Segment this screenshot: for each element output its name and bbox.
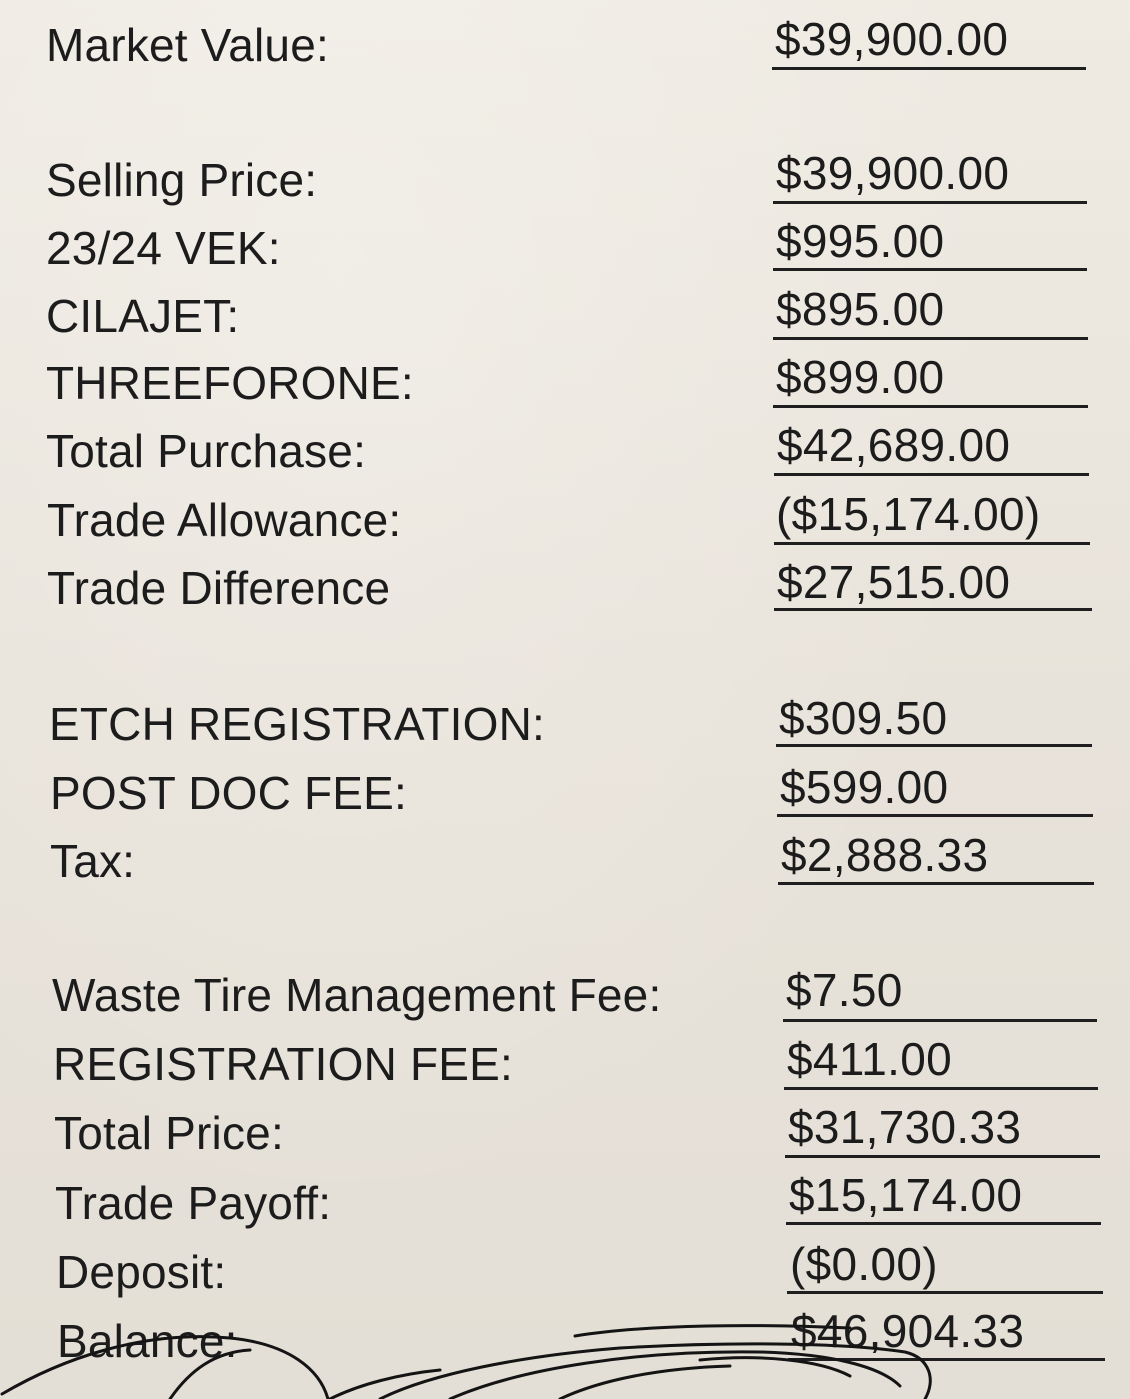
balance-amount: $46,904.33	[791, 1305, 1025, 1357]
selling-price-label: Selling Price:	[46, 154, 318, 206]
cilajet-rule	[773, 337, 1088, 340]
vek-rule	[773, 268, 1087, 271]
deposit-label: Deposit:	[56, 1246, 227, 1298]
balance-rule	[788, 1358, 1105, 1361]
trade-allowance-label: Trade Allowance:	[47, 494, 402, 546]
registration-fee-amount: $411.00	[787, 1033, 952, 1085]
trade-payoff-amount: $15,174.00	[789, 1169, 1023, 1221]
post-doc-fee-label: POST DOC FEE:	[50, 767, 408, 819]
registration-fee-rule	[784, 1087, 1098, 1090]
etch-registration-rule	[776, 744, 1092, 747]
vek-amount: $995.00	[776, 215, 945, 267]
threeforone-label: THREEFORONE:	[46, 357, 414, 409]
selling-price-rule	[773, 201, 1087, 204]
market-value-rule	[772, 67, 1086, 70]
etch-registration-label: ETCH REGISTRATION:	[49, 698, 545, 750]
total-price-rule	[785, 1155, 1100, 1158]
trade-allowance-rule	[774, 542, 1090, 545]
deposit-amount: ($0.00)	[790, 1238, 938, 1290]
tax-rule	[778, 882, 1094, 885]
total-price-amount: $31,730.33	[788, 1101, 1022, 1153]
trade-payoff-label: Trade Payoff:	[55, 1177, 332, 1229]
deposit-rule	[787, 1291, 1103, 1294]
tax-label: Tax:	[50, 835, 136, 887]
total-purchase-label: Total Purchase:	[46, 425, 367, 477]
waste-tire-fee-amount: $7.50	[786, 964, 903, 1016]
balance-label: Balance:	[57, 1315, 238, 1367]
selling-price-amount: $39,900.00	[776, 147, 1010, 199]
registration-fee-label: REGISTRATION FEE:	[53, 1038, 514, 1090]
threeforone-rule	[773, 405, 1088, 408]
vek-label: 23/24 VEK:	[46, 222, 281, 274]
trade-difference-label: Trade Difference	[47, 562, 391, 614]
total-price-label: Total Price:	[54, 1107, 284, 1159]
trade-difference-rule	[774, 608, 1092, 611]
tax-amount: $2,888.33	[781, 829, 989, 881]
trade-allowance-amount: ($15,174.00)	[776, 488, 1041, 540]
cilajet-label: CILAJET:	[46, 290, 240, 342]
waste-tire-fee-label: Waste Tire Management Fee:	[52, 969, 662, 1021]
post-doc-fee-rule	[777, 814, 1093, 817]
cilajet-amount: $895.00	[776, 283, 945, 335]
market-value-label: Market Value:	[46, 19, 329, 71]
threeforone-amount: $899.00	[776, 351, 945, 403]
total-purchase-rule	[774, 473, 1089, 476]
market-value-amount: $39,900.00	[775, 13, 1009, 65]
etch-registration-amount: $309.50	[779, 692, 948, 744]
waste-tire-fee-rule	[783, 1019, 1097, 1022]
trade-difference-amount: $27,515.00	[777, 556, 1011, 608]
trade-payoff-rule	[786, 1222, 1101, 1225]
post-doc-fee-amount: $599.00	[780, 761, 949, 813]
total-purchase-amount: $42,689.00	[777, 419, 1011, 471]
